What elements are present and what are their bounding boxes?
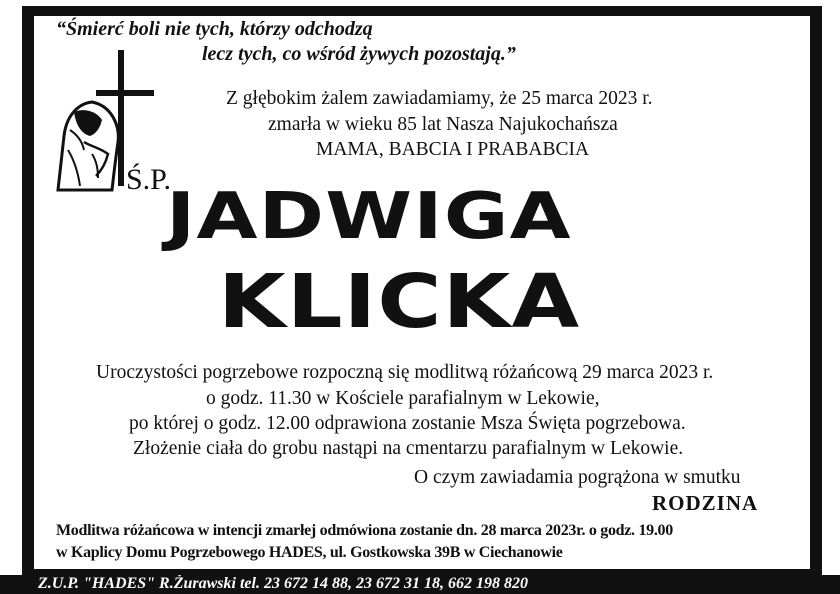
funeral-line-4: Złożenie ciała do grobu nastąpi na cmentarzu parafialnym w Lekowie. [133,438,684,459]
quote-line-1: “Śmierć boli nie tych, którzy odchodzą [56,18,373,40]
first-name: JADWIGA [166,180,572,254]
notice-line-1: Z głębokim żalem zawiadamiamy, że 25 marca 2023 r. [226,88,653,109]
funeral-line-2: o godz. 11.30 w Kościele parafialnym w Lekowie, [206,388,600,409]
quote-line-2: lecz tych, co wśród żywych pozostają.” [202,43,516,65]
notice-line-2: zmarła w wieku 85 lat Nasza Najukochańsza [268,114,618,135]
footer-bar [0,575,840,594]
funeral-line-1: Uroczystości pogrzebowe rozpoczną się modlitwą różańcową 29 marca 2023 r. [96,362,714,383]
prayer-line-2: w Kaplicy Domu Pogrzebowego HADES, ul. Gostkowska 39B w Ciechanowie [56,544,563,561]
sp-prefix: Ś.P. [126,163,172,196]
signature-family: RODZINA [652,491,759,515]
funeral-home-contact: Z.U.P. "HADES" R.Żurawski tel. 23 672 14 88, 23 672 31 18, 662 198 820 [38,575,528,592]
last-name: KLICKA [218,259,581,345]
funeral-line-3: po której o godz. 12.00 odprawiona zostanie Msza Święta pogrzebowa. [129,413,686,434]
notice-line-3: MAMA, BABCIA I PRABABCIA [316,139,590,160]
prayer-line-1: Modlitwa różańcowa w intencji zmarłej odmówiona zostanie dn. 28 marca 2023r. o godz. 19.00 [56,522,673,539]
closing-line: O czym zawiadamia pogrążona w smutku [414,467,741,488]
